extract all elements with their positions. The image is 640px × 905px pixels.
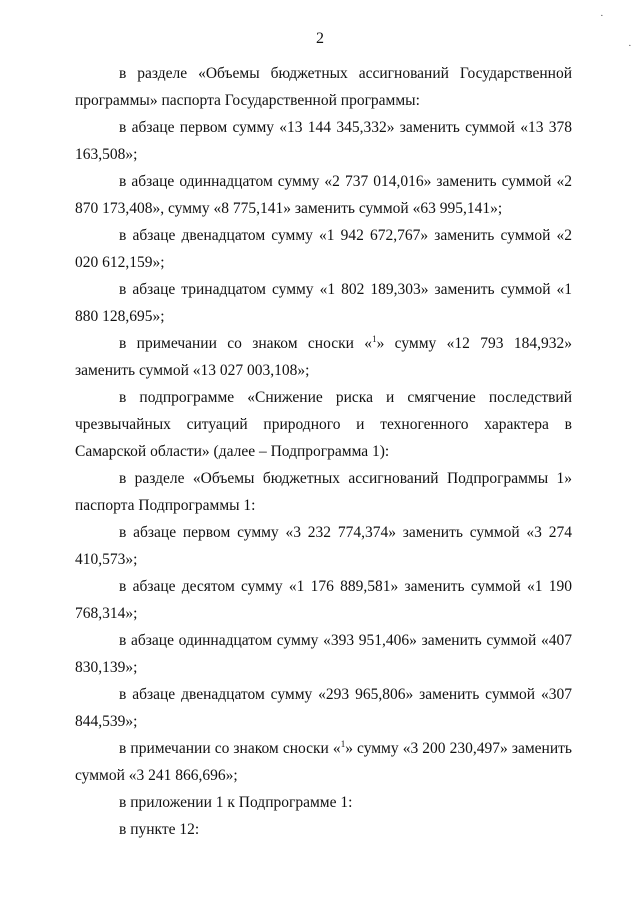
paragraph-6-footnote-note	[75, 330, 572, 384]
paragraph-7: в подпрограмме «Снижение риска и смягчение последствий чрезвычайных ситуаций природного и техногенного характера в Самарской области» (далее – Подпрограмма 1):	[75, 389, 572, 460]
paragraph-9: в абзаце первом сумму «3 232 774,374» заменить суммой «3 274 410,573»;	[75, 524, 572, 568]
footnote-mark: 1	[372, 334, 377, 344]
paragraph-5: в абзаце тринадцатом сумму «1 802 189,303» заменить суммой «1 880 128,695»;	[75, 281, 572, 325]
scan-mark: ·	[628, 40, 632, 52]
paragraph-8: в разделе «Объемы бюджетных ассигнований Подпрограммы 1» паспорта Подпрограммы 1:	[75, 470, 572, 514]
scan-mark: ·	[600, 10, 604, 22]
paragraph-13-footnote-note	[75, 735, 572, 789]
paragraph-12: в абзаце двенадцатом сумму «293 965,806» заменить суммой «307 844,539»;	[75, 686, 572, 730]
paragraph-6-before: в примечании со знаком сноски «	[119, 335, 373, 352]
paragraph-13-after: » сумму «3 200 230,497» заменить суммой «3 241 866,696»;	[75, 740, 572, 784]
paragraph-14: в приложении 1 к Подпрограмме 1:	[119, 794, 353, 811]
paragraph-4: в абзаце двенадцатом сумму «1 942 672,767» заменить суммой «2 020 612,159»;	[75, 227, 572, 271]
paragraph-13-before: в примечании со знаком сноски «	[119, 740, 341, 757]
paragraph-2: в абзаце первом сумму «13 144 345,332» заменить суммой «13 378 163,508»;	[75, 119, 572, 163]
document-body	[75, 60, 572, 843]
page-number: 2	[316, 30, 324, 47]
paragraph-15: в пункте 12:	[119, 821, 200, 838]
paragraph-3: в абзаце одиннадцатом сумму «2 737 014,016» заменить суммой «2 870 173,408», сумму «8 775,141» заменить суммой «63 995,141»;	[75, 173, 572, 217]
paragraph-1: в разделе «Объемы бюджетных ассигнований Государственной программы» паспорта Государственной программы:	[75, 65, 572, 109]
paragraph-11: в абзаце одиннадцатом сумму «393 951,406» заменить суммой «407 830,139»;	[75, 632, 572, 676]
paragraph-10: в абзаце десятом сумму «1 176 889,581» заменить суммой «1 190 768,314»;	[75, 578, 572, 622]
paragraph-6-after: » сумму «12 793 184,932» заменить суммой «13 027 003,108»;	[75, 335, 572, 379]
footnote-mark: 1	[340, 739, 346, 749]
